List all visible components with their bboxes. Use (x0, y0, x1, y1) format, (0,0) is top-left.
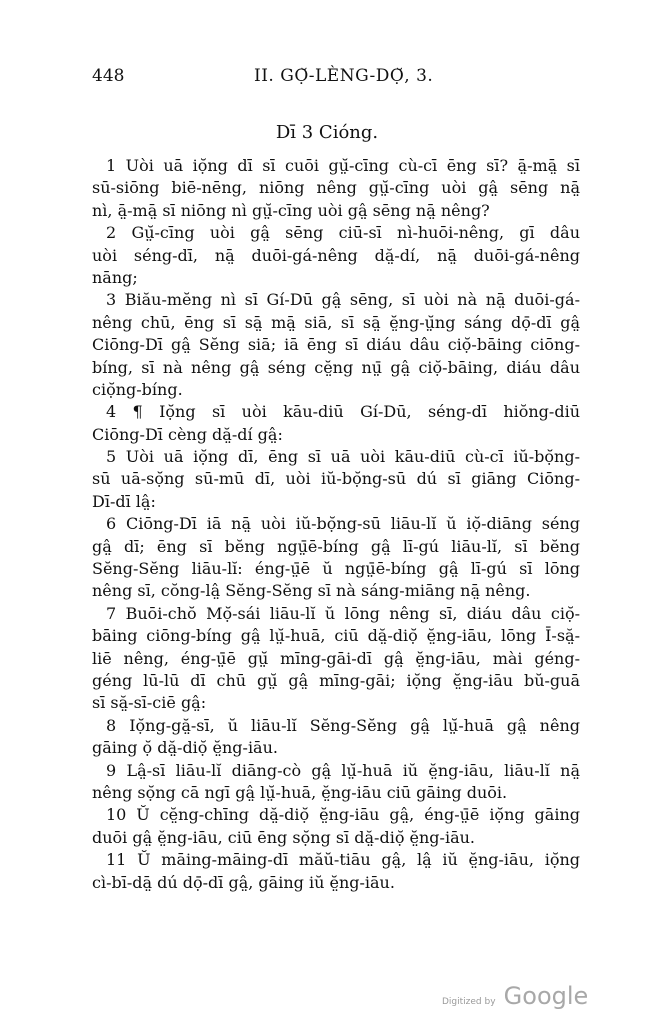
text-line: liē nêng, éng-ṳ̄ē gṳ̆ mīng-gāi-dī gâ̤ ĕ̤ng-iāu, mài géng- (92, 648, 580, 668)
text-line: Ciōng-Dī gâ̤ Sĕng siā; iā ēng sī diáu dâu ciọ̆-bāing ciōng- (92, 335, 580, 355)
text-line: cì-bī-dā̤ dú dọ̄-dī gâ̤, gāing iŭ ĕ̤ng-iāu. (92, 872, 395, 892)
text-line: nêng sọ̆ng cā ngī gâ̤ lṳ̆-huā, ĕ̤ng-iāu ciū gāing duōi. (92, 782, 508, 802)
text-line: Sĕng-Sĕng liāu-lĭ: éng-ṳ̄ē ŭ ngṳ̄ē-bíng gâ̤ lī-gú sī lōng (92, 559, 580, 579)
running-head-title: II. GỌ̆-LÈNG-DỌ̆, 3. (254, 66, 434, 86)
text-line: géng lū-lū dī chū gṳ̆ gâ̤ mīng-gāi; iọ̆ng ĕ̤ng-iāu bŭ-guā (92, 670, 580, 690)
running-header (92, 66, 580, 90)
text-line: sū-siōng biē-nēng, niōng nêng gṳ̆-cīng uòi gâ̤ sēng nā̤ (92, 178, 580, 198)
text-line: 10 Ŭ cĕ̤ng-chīng dă̤-diọ̆ ĕ̤ng-iāu gâ̤, éng-ṳ̄ē iọ̆ng gāing (106, 805, 580, 825)
text-line: sū uā-sọ̆ng sū-mū dī, uòi iŭ-bọ̆ng-sū dú sī giāng Ciōng- (92, 469, 580, 489)
text-line: 9 Lâ̤-sī liāu-lĭ diāng-cò gâ̤ lṳ̆-huā iŭ ĕ̤ng-iāu, liāu-lĭ nā̤ (106, 760, 580, 780)
text-line: 6 Ciōng-Dī iā nā̤ uòi iŭ-bọ̆ng-sū liāu-lĭ ŭ iọ̆-diāng séng (106, 514, 580, 534)
text-line: nêng chū, ēng sī sā̤ mā̤ siā, sī sā̤ ĕ̤ng-ṳ̆ng sáng dọ̄-dī gâ̤ (92, 312, 580, 332)
watermark-caption: Digitized by (442, 997, 496, 1007)
text-line: Dī-dī lâ̤: (92, 491, 156, 511)
text-line: bāing ciōng-bíng gâ̤ lṳ̆-huā, ciū dă̤-diọ̆ ĕ̤ng-iāu, lōng Ī-să̤- (92, 626, 580, 646)
text-line: gâ̤ dī; ēng sī bĕng ngṳ̄ē-bíng gâ̤ lī-gú liāu-lĭ, sī bĕng (92, 536, 580, 556)
text-line: nì, ā̤-mā̤ sī niōng nì gṳ̆-cīng uòi gâ̤ sēng nā̤ nêng? (92, 200, 490, 220)
text-line: nāng; (92, 267, 138, 287)
text-line: 4 ¶ Iọ̆ng sī uòi kāu-diū Gí-Dū, séng-dī hiŏng-diū (106, 402, 580, 422)
text-line: 11 Ŭ māing-māing-dī măŭ-tiāu gâ̤, lâ̤ iŭ ĕ̤ng-iāu, iọ̆ng (106, 850, 580, 870)
text-line: 3 Biău-mĕng nì sī Gí-Dū gâ̤ sēng, sī uòi nà nā̤ duōi-gá- (106, 290, 580, 310)
digitized-by-google-watermark (442, 982, 588, 1010)
text-line: duōi gâ̤ ĕ̤ng-iāu, ciū ēng sọ̆ng sī dă̤-diọ̆ ĕ̤ng-iāu. (92, 827, 475, 847)
verse-text-block (92, 155, 580, 894)
text-line: 2 Gṳ̆-cīng uòi gâ̤ sēng ciū-sī nì-huōi-nêng, gī dâu (106, 223, 580, 243)
text-line: gāing ọ̆ dă̤-diọ̆ ĕ̤ng-iāu. (92, 738, 278, 758)
text-line: Ciōng-Dī cèng dă̤-dí gâ̤: (92, 424, 283, 444)
text-line: 8 Iọ̆ng-gă̤-sī, ŭ liāu-lĭ Sĕng-Sĕng gâ̤ lṳ̆-huā gâ̤ nêng (106, 715, 580, 735)
google-logo: Google (503, 982, 589, 1010)
text-line: bíng, sī nà nêng gâ̤ séng cĕ̤ng nṳ̄ gâ̤ ciọ̆-bāing, diáu dâu (92, 357, 580, 377)
text-line: sī să̤-sī-ciē gâ̤: (92, 693, 207, 713)
chapter-title: Dī 3 Cióng. (275, 122, 379, 143)
page-number: 448 (92, 66, 125, 86)
text-line: 1 Uòi uā iọ̆ng dī sī cuōi gṳ̆-cīng cù-cī ēng sī? ā̤-mā̤ sī (106, 156, 580, 175)
text-line: nêng sī, cŏng-lâ̤ Sĕng-Sĕng sī nà sáng-miāng nā̤ nêng. (92, 581, 531, 601)
text-line: 7 Buōi-chŏ Mọ̆-sái liāu-lĭ ŭ lōng nêng sī, diáu dâu ciọ̆- (106, 603, 580, 623)
text-line: ciọ̆ng-bíng. (92, 379, 183, 399)
text-line: 5 Uòi uā iọ̆ng dī, ēng sī uā uòi kāu-diū cù-cī iŭ-bọ̆ng- (106, 447, 580, 467)
text-line: uòi séng-dī, nā̤ duōi-gá-nêng dă̤-dí, nā̤ duōi-gá-nêng (92, 245, 580, 265)
